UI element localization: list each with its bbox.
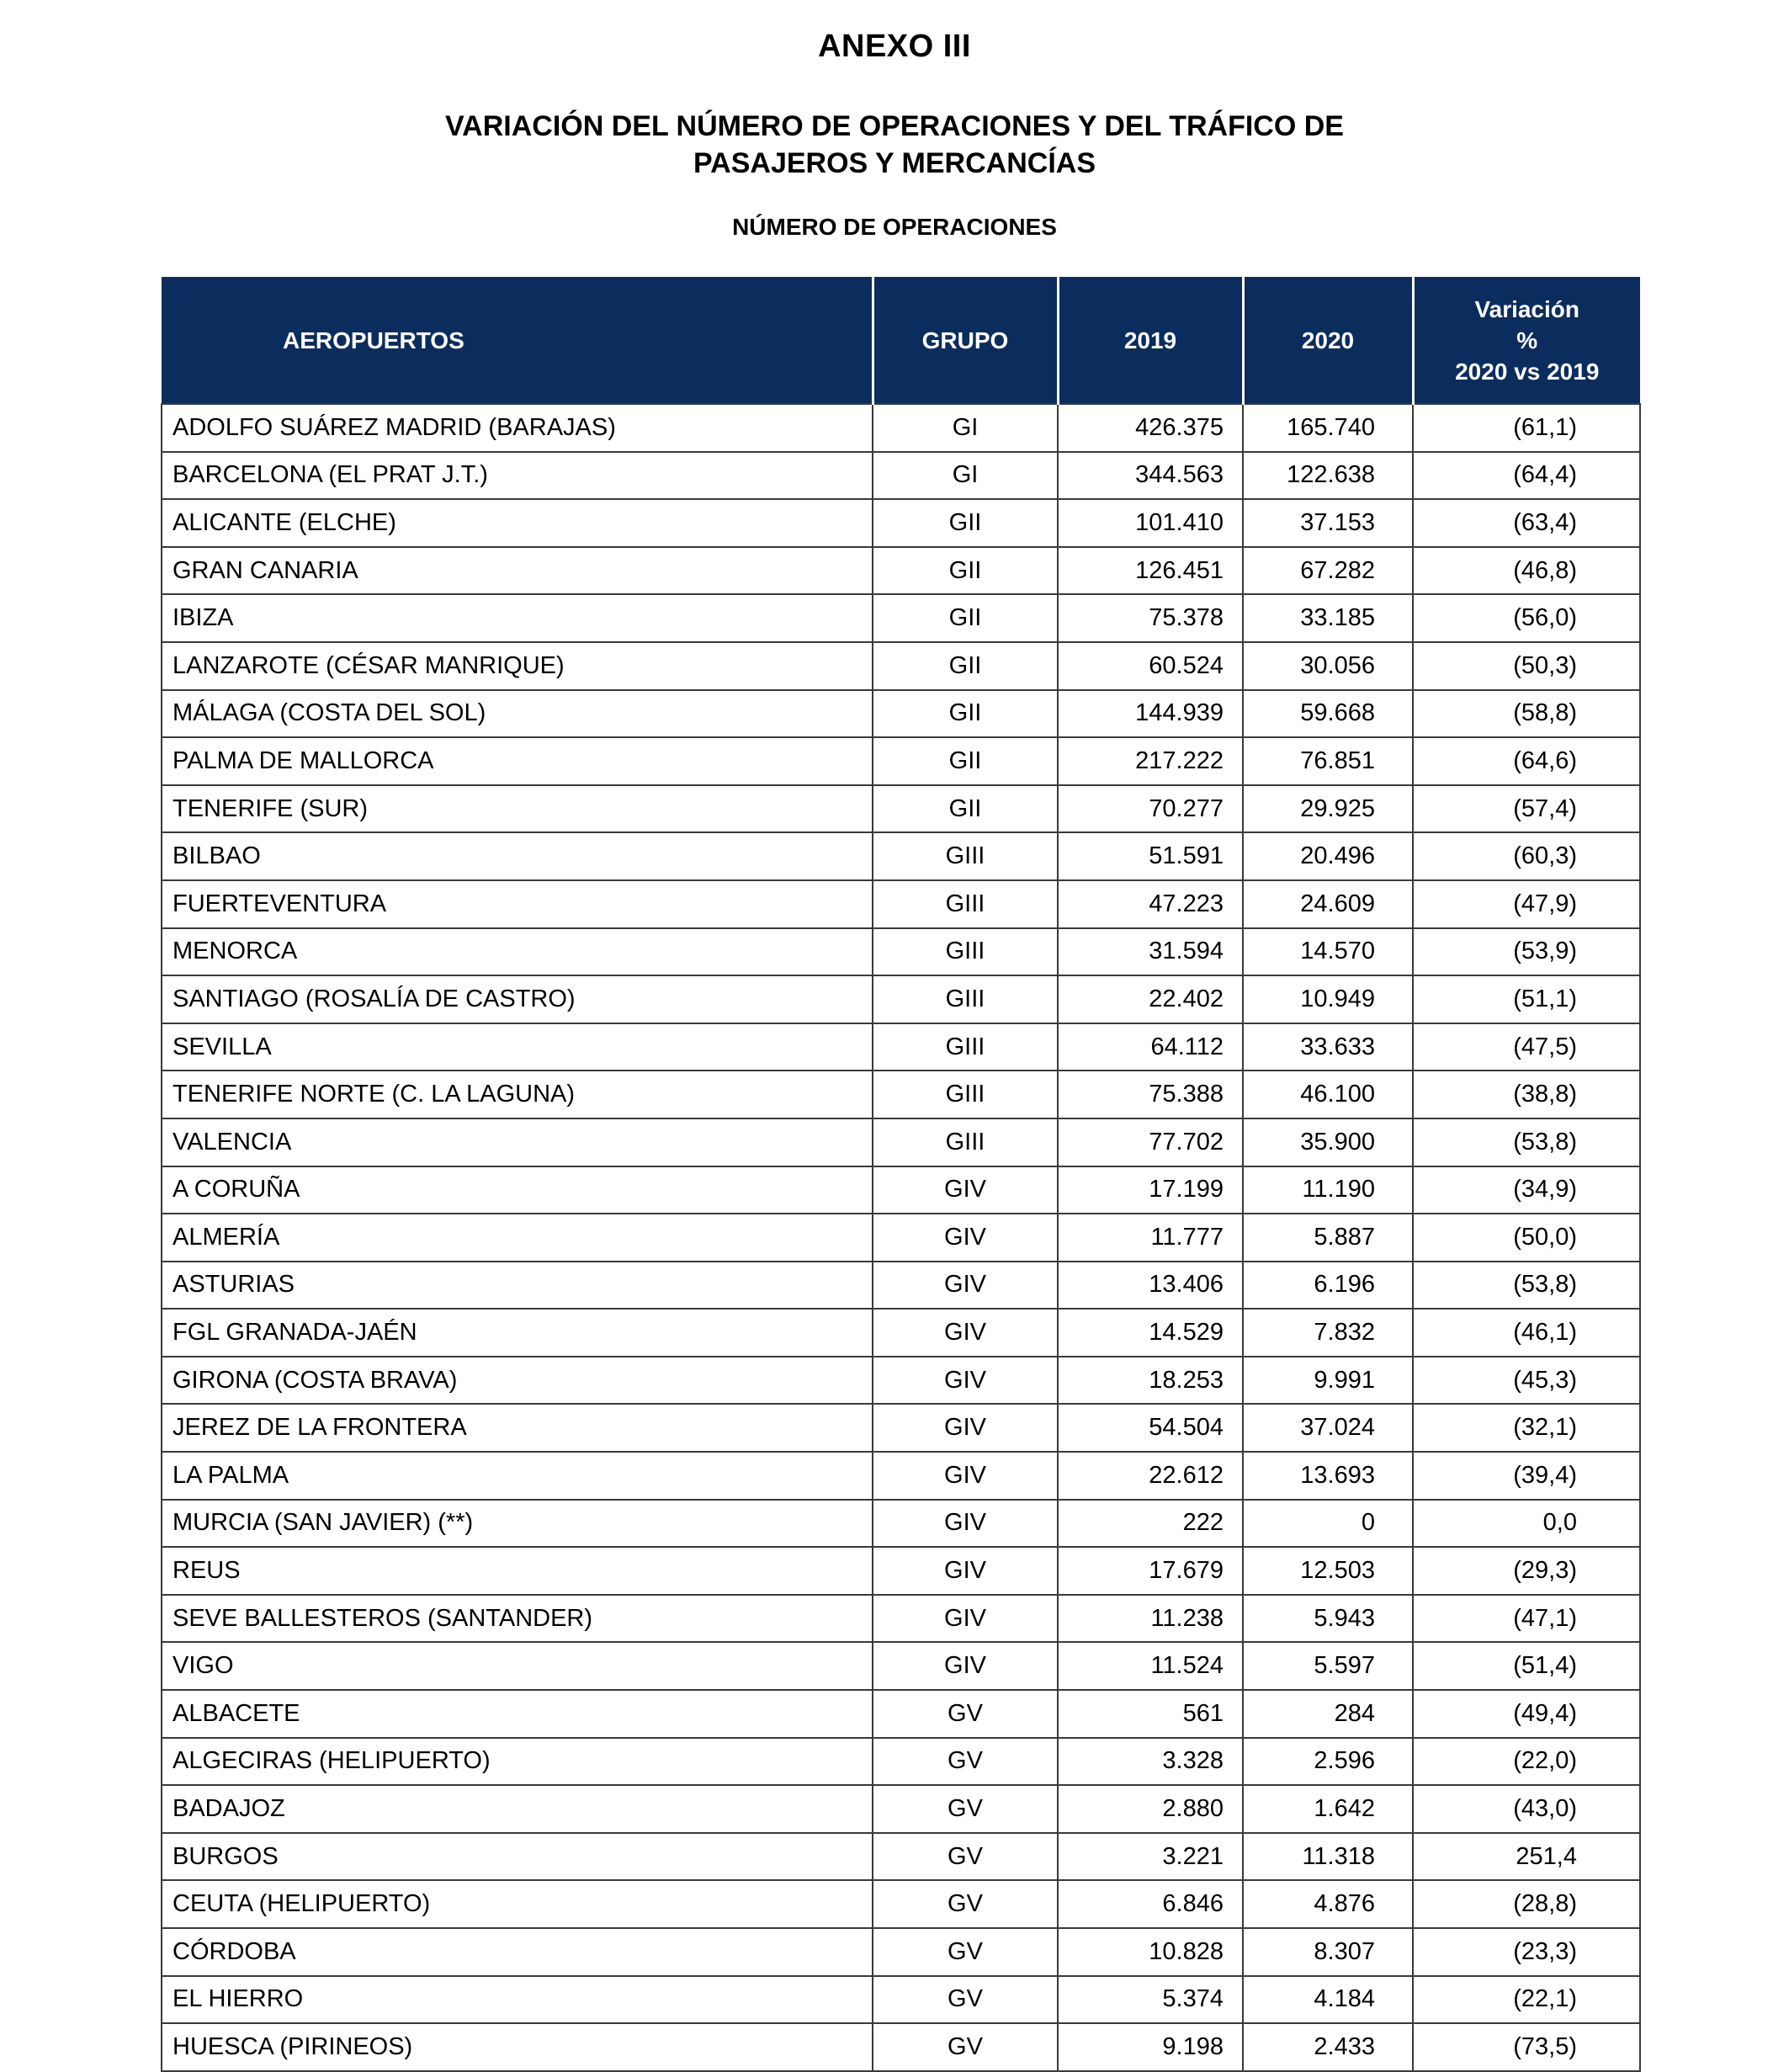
variation-percent: (53,8) <box>1413 1262 1640 1310</box>
operations-2020: 7.832 <box>1243 1309 1413 1357</box>
table-row <box>162 1404 1640 1452</box>
operations-2020: 76.851 <box>1243 737 1413 785</box>
operations-2020: 29.925 <box>1243 785 1413 833</box>
operations-2019: 54.504 <box>1058 1404 1243 1452</box>
airport-group: GIV <box>873 1404 1058 1452</box>
operations-2020: 122.638 <box>1243 452 1413 500</box>
operations-2020: 10.949 <box>1243 975 1413 1023</box>
operations-2019: 70.277 <box>1058 785 1243 833</box>
operations-2020: 5.943 <box>1243 1595 1413 1643</box>
operations-2019: 126.451 <box>1058 547 1243 595</box>
airport-name: FGL GRANADA-JAÉN <box>162 1309 873 1357</box>
operations-2019: 11.777 <box>1058 1214 1243 1262</box>
table-row <box>162 547 1640 595</box>
operations-2020: 14.570 <box>1243 928 1413 976</box>
operations-2019: 222 <box>1058 1500 1243 1548</box>
column-header-variation <box>1413 277 1640 404</box>
operations-2019: 17.199 <box>1058 1166 1243 1214</box>
operations-2019: 10.828 <box>1058 1928 1243 1976</box>
airport-name: ALICANTE (ELCHE) <box>162 499 873 547</box>
operations-2020: 67.282 <box>1243 547 1413 595</box>
variation-percent: (49,4) <box>1413 1690 1640 1738</box>
operations-2020: 11.318 <box>1243 1833 1413 1881</box>
variation-percent: (53,9) <box>1413 928 1640 976</box>
airport-group: GII <box>873 547 1058 595</box>
operations-2020: 37.024 <box>1243 1404 1413 1452</box>
airport-group: GIV <box>873 1166 1058 1214</box>
table-row <box>162 2023 1640 2071</box>
airport-group: GV <box>873 1785 1058 1833</box>
variation-header-line-1: Variación <box>1474 295 1579 322</box>
operations-2019: 11.524 <box>1058 1642 1243 1690</box>
airport-group: GV <box>873 2023 1058 2071</box>
variation-percent: (47,1) <box>1413 1595 1640 1643</box>
variation-percent: 251,4 <box>1413 1833 1640 1881</box>
variation-percent: (50,0) <box>1413 1214 1640 1262</box>
airport-group: GV <box>873 1880 1058 1928</box>
airport-name: REUS <box>162 1547 873 1595</box>
operations-2019: 47.223 <box>1058 880 1243 928</box>
variation-percent: (57,4) <box>1413 785 1640 833</box>
operations-2020: 4.876 <box>1243 1880 1413 1928</box>
table-row <box>162 1452 1640 1500</box>
airport-group: GII <box>873 594 1058 642</box>
airport-name: ADOLFO SUÁREZ MADRID (BARAJAS) <box>162 404 873 452</box>
operations-2019: 3.221 <box>1058 1833 1243 1881</box>
variation-percent: (29,3) <box>1413 1547 1640 1595</box>
table-row <box>162 594 1640 642</box>
operations-2020: 33.185 <box>1243 594 1413 642</box>
airport-name: IBIZA <box>162 594 873 642</box>
operations-2019: 217.222 <box>1058 737 1243 785</box>
variation-percent: (53,8) <box>1413 1118 1640 1166</box>
variation-percent: (47,9) <box>1413 880 1640 928</box>
table-row <box>162 1023 1640 1071</box>
table-header <box>162 277 1640 404</box>
operations-2019: 3.328 <box>1058 1738 1243 1786</box>
document-title <box>0 108 1789 182</box>
airport-name: MENORCA <box>162 928 873 976</box>
airport-name: LANZAROTE (CÉSAR MANRIQUE) <box>162 642 873 690</box>
airport-group: GIII <box>873 832 1058 880</box>
operations-2019: 17.679 <box>1058 1547 1243 1595</box>
operations-2020: 24.609 <box>1243 880 1413 928</box>
variation-percent: (43,0) <box>1413 1785 1640 1833</box>
operations-2019: 18.253 <box>1058 1357 1243 1405</box>
airport-group: GII <box>873 642 1058 690</box>
variation-percent: (58,8) <box>1413 690 1640 738</box>
section-title: NÚMERO DE OPERACIONES <box>732 214 1057 240</box>
airport-group: GIV <box>873 1547 1058 1595</box>
variation-percent: (45,3) <box>1413 1357 1640 1405</box>
variation-percent: (28,8) <box>1413 1880 1640 1928</box>
airport-group: GIV <box>873 1309 1058 1357</box>
airport-name: EL HIERRO <box>162 1976 873 2024</box>
operations-2020: 1.642 <box>1243 1785 1413 1833</box>
variation-percent: (61,1) <box>1413 404 1640 452</box>
airport-group: GV <box>873 1738 1058 1786</box>
airport-name: LA PALMA <box>162 1452 873 1500</box>
operations-2020: 6.196 <box>1243 1262 1413 1310</box>
operations-2019: 561 <box>1058 1690 1243 1738</box>
airport-group: GIV <box>873 1452 1058 1500</box>
airport-name: HUESCA (PIRINEOS) <box>162 2023 873 2071</box>
operations-2019: 101.410 <box>1058 499 1243 547</box>
column-header-2019: 2019 <box>1058 277 1243 404</box>
operations-2019: 22.402 <box>1058 975 1243 1023</box>
table-row <box>162 1309 1640 1357</box>
table-row <box>162 690 1640 738</box>
column-header-group: GRUPO <box>873 277 1058 404</box>
airport-group: GIII <box>873 1118 1058 1166</box>
operations-2019: 5.374 <box>1058 1976 1243 2024</box>
table-row <box>162 1071 1640 1118</box>
variation-percent: (56,0) <box>1413 594 1640 642</box>
airport-name: SEVILLA <box>162 1023 873 1071</box>
column-header-airports: AEROPUERTOS <box>162 277 873 404</box>
airport-name: GIRONA (COSTA BRAVA) <box>162 1357 873 1405</box>
airport-group: GII <box>873 737 1058 785</box>
airport-group: GIII <box>873 928 1058 976</box>
operations-2020: 37.153 <box>1243 499 1413 547</box>
table-header-row <box>162 277 1640 404</box>
table-row <box>162 1738 1640 1786</box>
airport-group: GIII <box>873 975 1058 1023</box>
operations-2020: 35.900 <box>1243 1118 1413 1166</box>
table-row <box>162 1976 1640 2024</box>
table-row <box>162 1928 1640 1976</box>
variation-percent: (22,0) <box>1413 1738 1640 1786</box>
airport-name: ALGECIRAS (HELIPUERTO) <box>162 1738 873 1786</box>
operations-2020: 0 <box>1243 1500 1413 1548</box>
table-row <box>162 1357 1640 1405</box>
airport-group: GIV <box>873 1642 1058 1690</box>
operations-table <box>161 277 1641 2072</box>
operations-2020: 4.184 <box>1243 1976 1413 2024</box>
airport-group: GV <box>873 1690 1058 1738</box>
operations-2019: 64.112 <box>1058 1023 1243 1071</box>
airport-group: GIII <box>873 1023 1058 1071</box>
variation-percent: (64,6) <box>1413 737 1640 785</box>
airport-name: VIGO <box>162 1642 873 1690</box>
variation-percent: (60,3) <box>1413 832 1640 880</box>
table-row <box>162 1547 1640 1595</box>
table-row <box>162 1642 1640 1690</box>
airport-name: TENERIFE (SUR) <box>162 785 873 833</box>
operations-2019: 75.388 <box>1058 1071 1243 1118</box>
document-title-line-1: VARIACIÓN DEL NÚMERO DE OPERACIONES Y DEL TRÁFICO DE <box>445 110 1344 142</box>
operations-2020: 33.633 <box>1243 1023 1413 1071</box>
operations-2019: 22.612 <box>1058 1452 1243 1500</box>
table-row <box>162 928 1640 976</box>
operations-2020: 2.433 <box>1243 2023 1413 2071</box>
operations-2020: 5.597 <box>1243 1642 1413 1690</box>
operations-2019: 14.529 <box>1058 1309 1243 1357</box>
airport-name: BADAJOZ <box>162 1785 873 1833</box>
table-row <box>162 880 1640 928</box>
variation-header-line-2: % <box>1516 327 1538 353</box>
operations-2020: 284 <box>1243 1690 1413 1738</box>
airport-name: JEREZ DE LA FRONTERA <box>162 1404 873 1452</box>
variation-percent: (46,8) <box>1413 547 1640 595</box>
operations-2019: 344.563 <box>1058 452 1243 500</box>
table-row <box>162 1500 1640 1548</box>
airport-name: BILBAO <box>162 832 873 880</box>
operations-2019: 13.406 <box>1058 1262 1243 1310</box>
variation-header-line-3: 2020 vs 2019 <box>1455 358 1600 385</box>
airport-name: BARCELONA (EL PRAT J.T.) <box>162 452 873 500</box>
operations-2020: 46.100 <box>1243 1071 1413 1118</box>
operations-2020: 20.496 <box>1243 832 1413 880</box>
variation-percent: (51,1) <box>1413 975 1640 1023</box>
table-row <box>162 452 1640 500</box>
airport-group: GIII <box>873 1071 1058 1118</box>
airport-name: GRAN CANARIA <box>162 547 873 595</box>
operations-2019: 2.880 <box>1058 1785 1243 1833</box>
operations-2019: 60.524 <box>1058 642 1243 690</box>
airport-name: MURCIA (SAN JAVIER) (**) <box>162 1500 873 1548</box>
airport-group: GII <box>873 690 1058 738</box>
variation-percent: (46,1) <box>1413 1309 1640 1357</box>
airport-name: TENERIFE NORTE (C. LA LAGUNA) <box>162 1071 873 1118</box>
table-row <box>162 785 1640 833</box>
table-row <box>162 404 1640 452</box>
airport-name: A CORUÑA <box>162 1166 873 1214</box>
airport-group: GI <box>873 452 1058 500</box>
operations-2019: 9.198 <box>1058 2023 1243 2071</box>
variation-percent: (64,4) <box>1413 452 1640 500</box>
operations-2019: 77.702 <box>1058 1118 1243 1166</box>
variation-percent: (51,4) <box>1413 1642 1640 1690</box>
airport-name: ALBACETE <box>162 1690 873 1738</box>
operations-2020: 30.056 <box>1243 642 1413 690</box>
annex-title: ANEXO III <box>818 29 971 64</box>
operations-2019: 11.238 <box>1058 1595 1243 1643</box>
airport-group: GIV <box>873 1357 1058 1405</box>
airport-group: GV <box>873 1976 1058 2024</box>
operations-2020: 13.693 <box>1243 1452 1413 1500</box>
operations-2019: 31.594 <box>1058 928 1243 976</box>
table-row <box>162 1690 1640 1738</box>
table-row <box>162 1214 1640 1262</box>
airport-group: GIV <box>873 1214 1058 1262</box>
airport-name: SANTIAGO (ROSALÍA DE CASTRO) <box>162 975 873 1023</box>
table-body <box>162 404 1640 2071</box>
variation-percent: (34,9) <box>1413 1166 1640 1214</box>
table-row <box>162 1785 1640 1833</box>
variation-percent: (38,8) <box>1413 1071 1640 1118</box>
operations-2020: 8.307 <box>1243 1928 1413 1976</box>
operations-2020: 2.596 <box>1243 1738 1413 1786</box>
variation-percent: (32,1) <box>1413 1404 1640 1452</box>
table-row <box>162 499 1640 547</box>
airport-name: ASTURIAS <box>162 1262 873 1310</box>
table-row <box>162 1595 1640 1643</box>
operations-2019: 51.591 <box>1058 832 1243 880</box>
airport-name: VALENCIA <box>162 1118 873 1166</box>
table-row <box>162 975 1640 1023</box>
operations-2020: 9.991 <box>1243 1357 1413 1405</box>
variation-percent: (22,1) <box>1413 1976 1640 2024</box>
document-title-line-2: PASAJEROS Y MERCANCÍAS <box>693 147 1096 179</box>
table-row <box>162 642 1640 690</box>
operations-2019: 144.939 <box>1058 690 1243 738</box>
airport-group: GII <box>873 785 1058 833</box>
airport-name: PALMA DE MALLORCA <box>162 737 873 785</box>
airport-name: ALMERÍA <box>162 1214 873 1262</box>
table-row <box>162 1833 1640 1881</box>
airport-group: GV <box>873 1928 1058 1976</box>
airport-group: GII <box>873 499 1058 547</box>
airport-name: CÓRDOBA <box>162 1928 873 1976</box>
variation-percent: (23,3) <box>1413 1928 1640 1976</box>
table-row <box>162 1118 1640 1166</box>
airport-name: SEVE BALLESTEROS (SANTANDER) <box>162 1595 873 1643</box>
operations-2020: 59.668 <box>1243 690 1413 738</box>
airport-name: FUERTEVENTURA <box>162 880 873 928</box>
table-row <box>162 832 1640 880</box>
table-row <box>162 737 1640 785</box>
variation-percent: (47,5) <box>1413 1023 1640 1071</box>
airport-group: GIV <box>873 1500 1058 1548</box>
airport-name: MÁLAGA (COSTA DEL SOL) <box>162 690 873 738</box>
airport-group: GIV <box>873 1595 1058 1643</box>
variation-percent: (50,3) <box>1413 642 1640 690</box>
operations-2019: 75.378 <box>1058 594 1243 642</box>
airport-group: GI <box>873 404 1058 452</box>
airport-group: GIII <box>873 880 1058 928</box>
variation-percent: (39,4) <box>1413 1452 1640 1500</box>
column-header-2020: 2020 <box>1243 277 1413 404</box>
variation-percent: (73,5) <box>1413 2023 1640 2071</box>
variation-percent: (63,4) <box>1413 499 1640 547</box>
table-row <box>162 1262 1640 1310</box>
operations-2019: 6.846 <box>1058 1880 1243 1928</box>
operations-2020: 12.503 <box>1243 1547 1413 1595</box>
operations-2020: 11.190 <box>1243 1166 1413 1214</box>
table-row <box>162 1880 1640 1928</box>
airport-name: BURGOS <box>162 1833 873 1881</box>
operations-2020: 5.887 <box>1243 1214 1413 1262</box>
variation-percent: 0,0 <box>1413 1500 1640 1548</box>
table-row <box>162 1166 1640 1214</box>
airport-group: GV <box>873 1833 1058 1881</box>
operations-2019: 426.375 <box>1058 404 1243 452</box>
operations-2020: 165.740 <box>1243 404 1413 452</box>
airport-name: CEUTA (HELIPUERTO) <box>162 1880 873 1928</box>
airport-group: GIV <box>873 1262 1058 1310</box>
